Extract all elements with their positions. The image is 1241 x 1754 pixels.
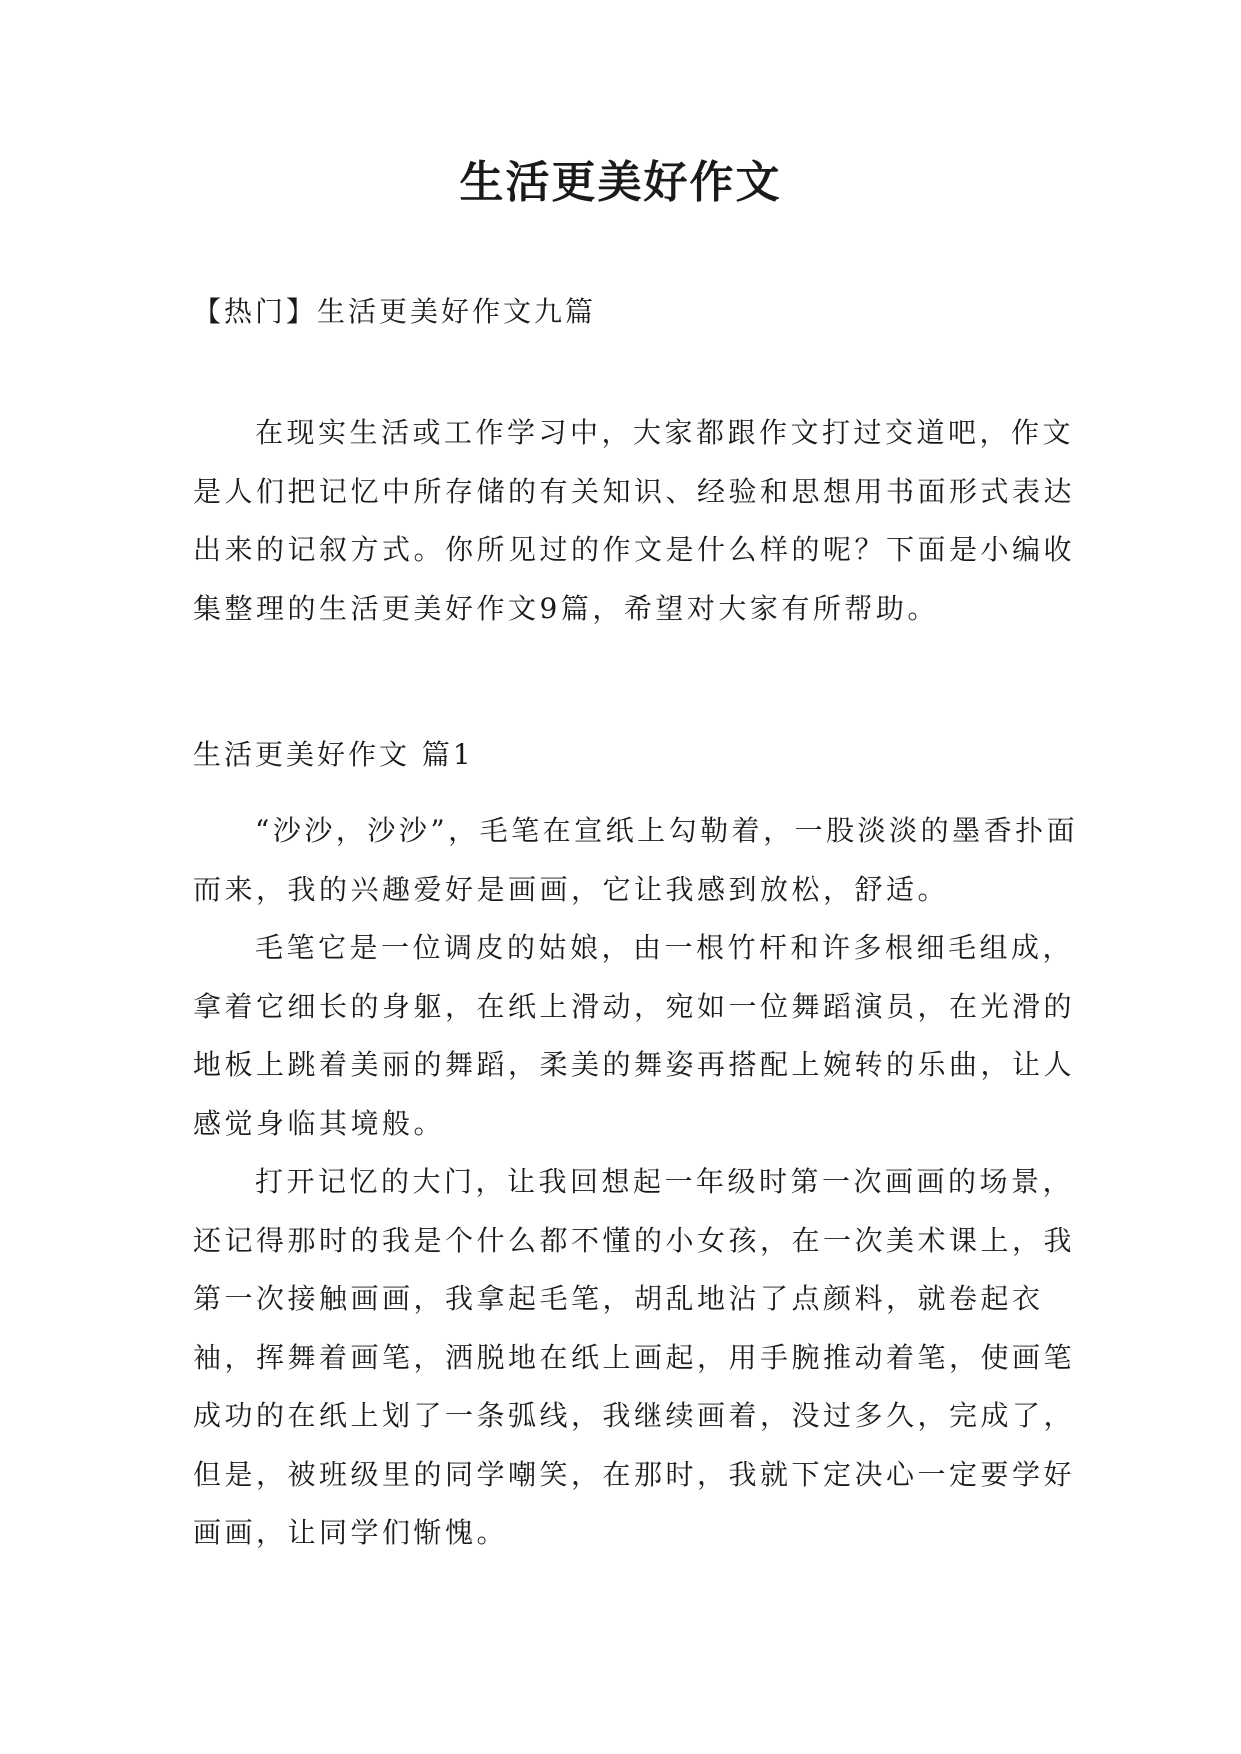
body-paragraph: 毛笔它是一位调皮的姑娘，由一根竹杆和许多根细毛组成，拿着它细长的身躯，在纸上滑动，宛如一位舞蹈演员，在光滑的地板上跳着美丽的舞蹈，柔美的舞姿再搭配上婉转的乐曲，让人感觉身临其境般。 (193, 931, 1076, 1140)
body-paragraph: “沙沙，沙沙”，毛笔在宣纸上勾勒着，一股淡淡的墨香扑面而来，我的兴趣爱好是画画，它让我感到放松，舒适。 (193, 814, 1079, 906)
section-heading: 生活更美好作文 篇1 (193, 738, 474, 771)
document-subtitle: 【热门】生活更美好作文九篇 (193, 295, 597, 328)
intro-paragraph: 在现实生活或工作学习中，大家都跟作文打过交道吧，作文是人们把记忆中所存储的有关知识、经验和思想用书面形式表达出来的记叙方式。你所见过的作文是什么样的呢？下面是小编收集整理的生活更美好作文9篇，希望对大家有所帮助。 (193, 416, 1076, 625)
body-paragraph: 打开记忆的大门，让我回想起一年级时第一次画画的场景，还记得那时的我是个什么都不懂的小女孩，在一次美术课上，我第一次接触画画，我拿起毛笔，胡乱地沾了点颜料，就卷起衣袖，挥舞着画笔，洒脱地在纸上画起，用手腕推动着笔，使画笔成功的在纸上划了一条弧线，我继续画着，没过多久，完成了，但是，被班级里的同学嘲笑，在那时，我就下定决心一定要学好画画，让同学们惭愧。 (193, 1165, 1076, 1549)
section-body (193, 802, 1093, 1563)
document-title: 生活更美好作文 (459, 157, 782, 208)
